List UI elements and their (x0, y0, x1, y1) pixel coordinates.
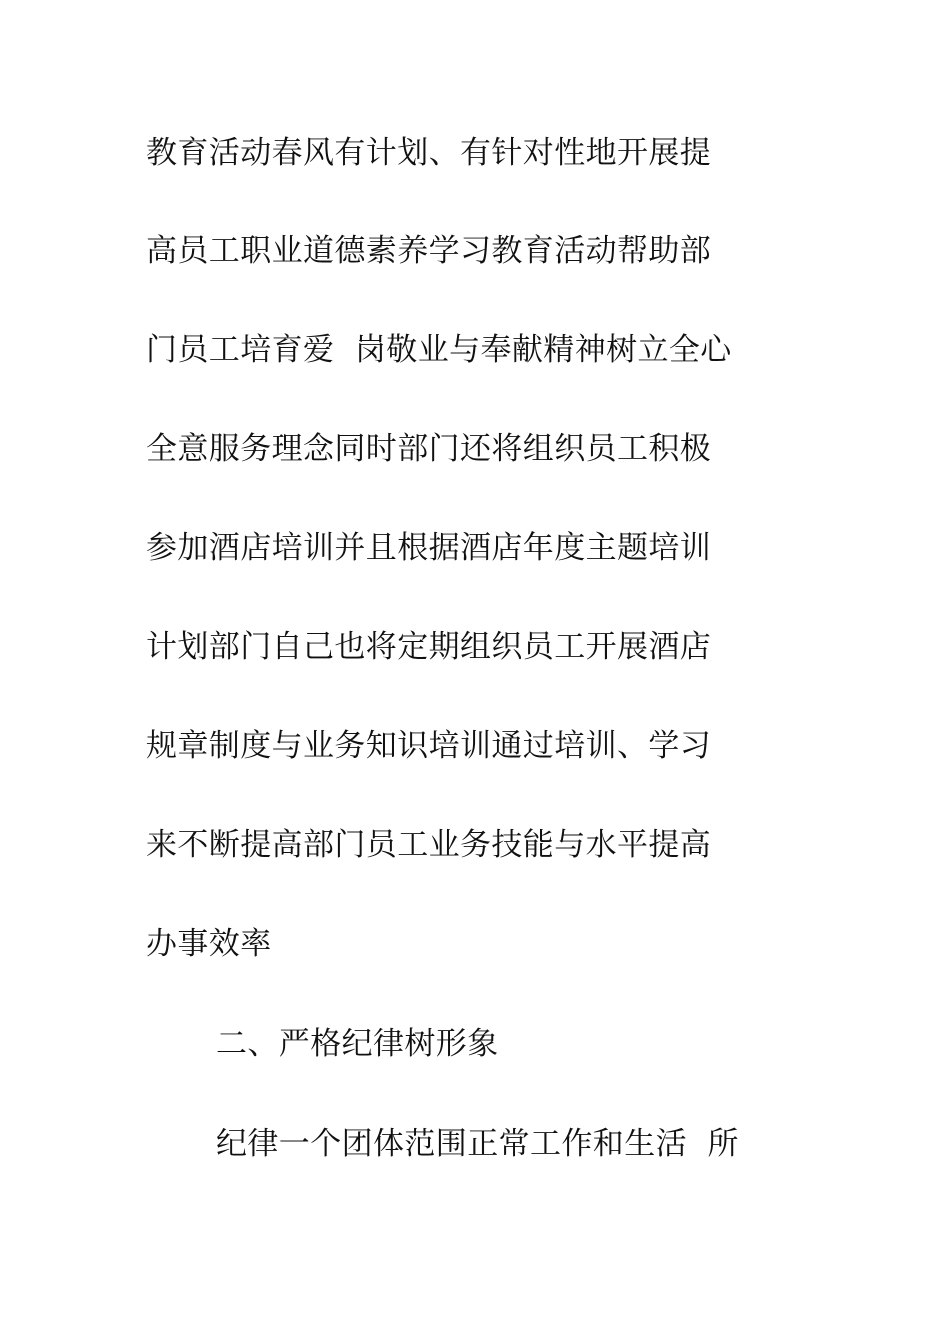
paragraph-first-line: 纪律一个团体范围正常工作和生活 所 (216, 1126, 739, 1162)
body-text-line: 计划部门自己也将定期组织员工开展酒店 (146, 629, 712, 665)
body-text-line: 参加酒店培训并且根据酒店年度主题培训 (146, 530, 712, 566)
body-text-line: 门员工培育爱 岗敬业与奉献精神树立全心 (146, 332, 732, 368)
body-text-line: 来不断提高部门员工业务技能与水平提高 (146, 827, 712, 863)
body-text-line: 办事效率 (146, 926, 272, 962)
body-text-line: 全意服务理念同时部门还将组织员工积极 (146, 431, 712, 467)
body-text-line: 规章制度与业务知识培训通过培训、学习 (146, 728, 712, 764)
section-heading: 二、严格纪律树形象 (216, 1026, 499, 1062)
body-text-line: 教育活动春风有计划、有针对性地开展提 (146, 135, 712, 171)
body-text-line: 高员工职业道德素养学习教育活动帮助部 (146, 233, 712, 269)
